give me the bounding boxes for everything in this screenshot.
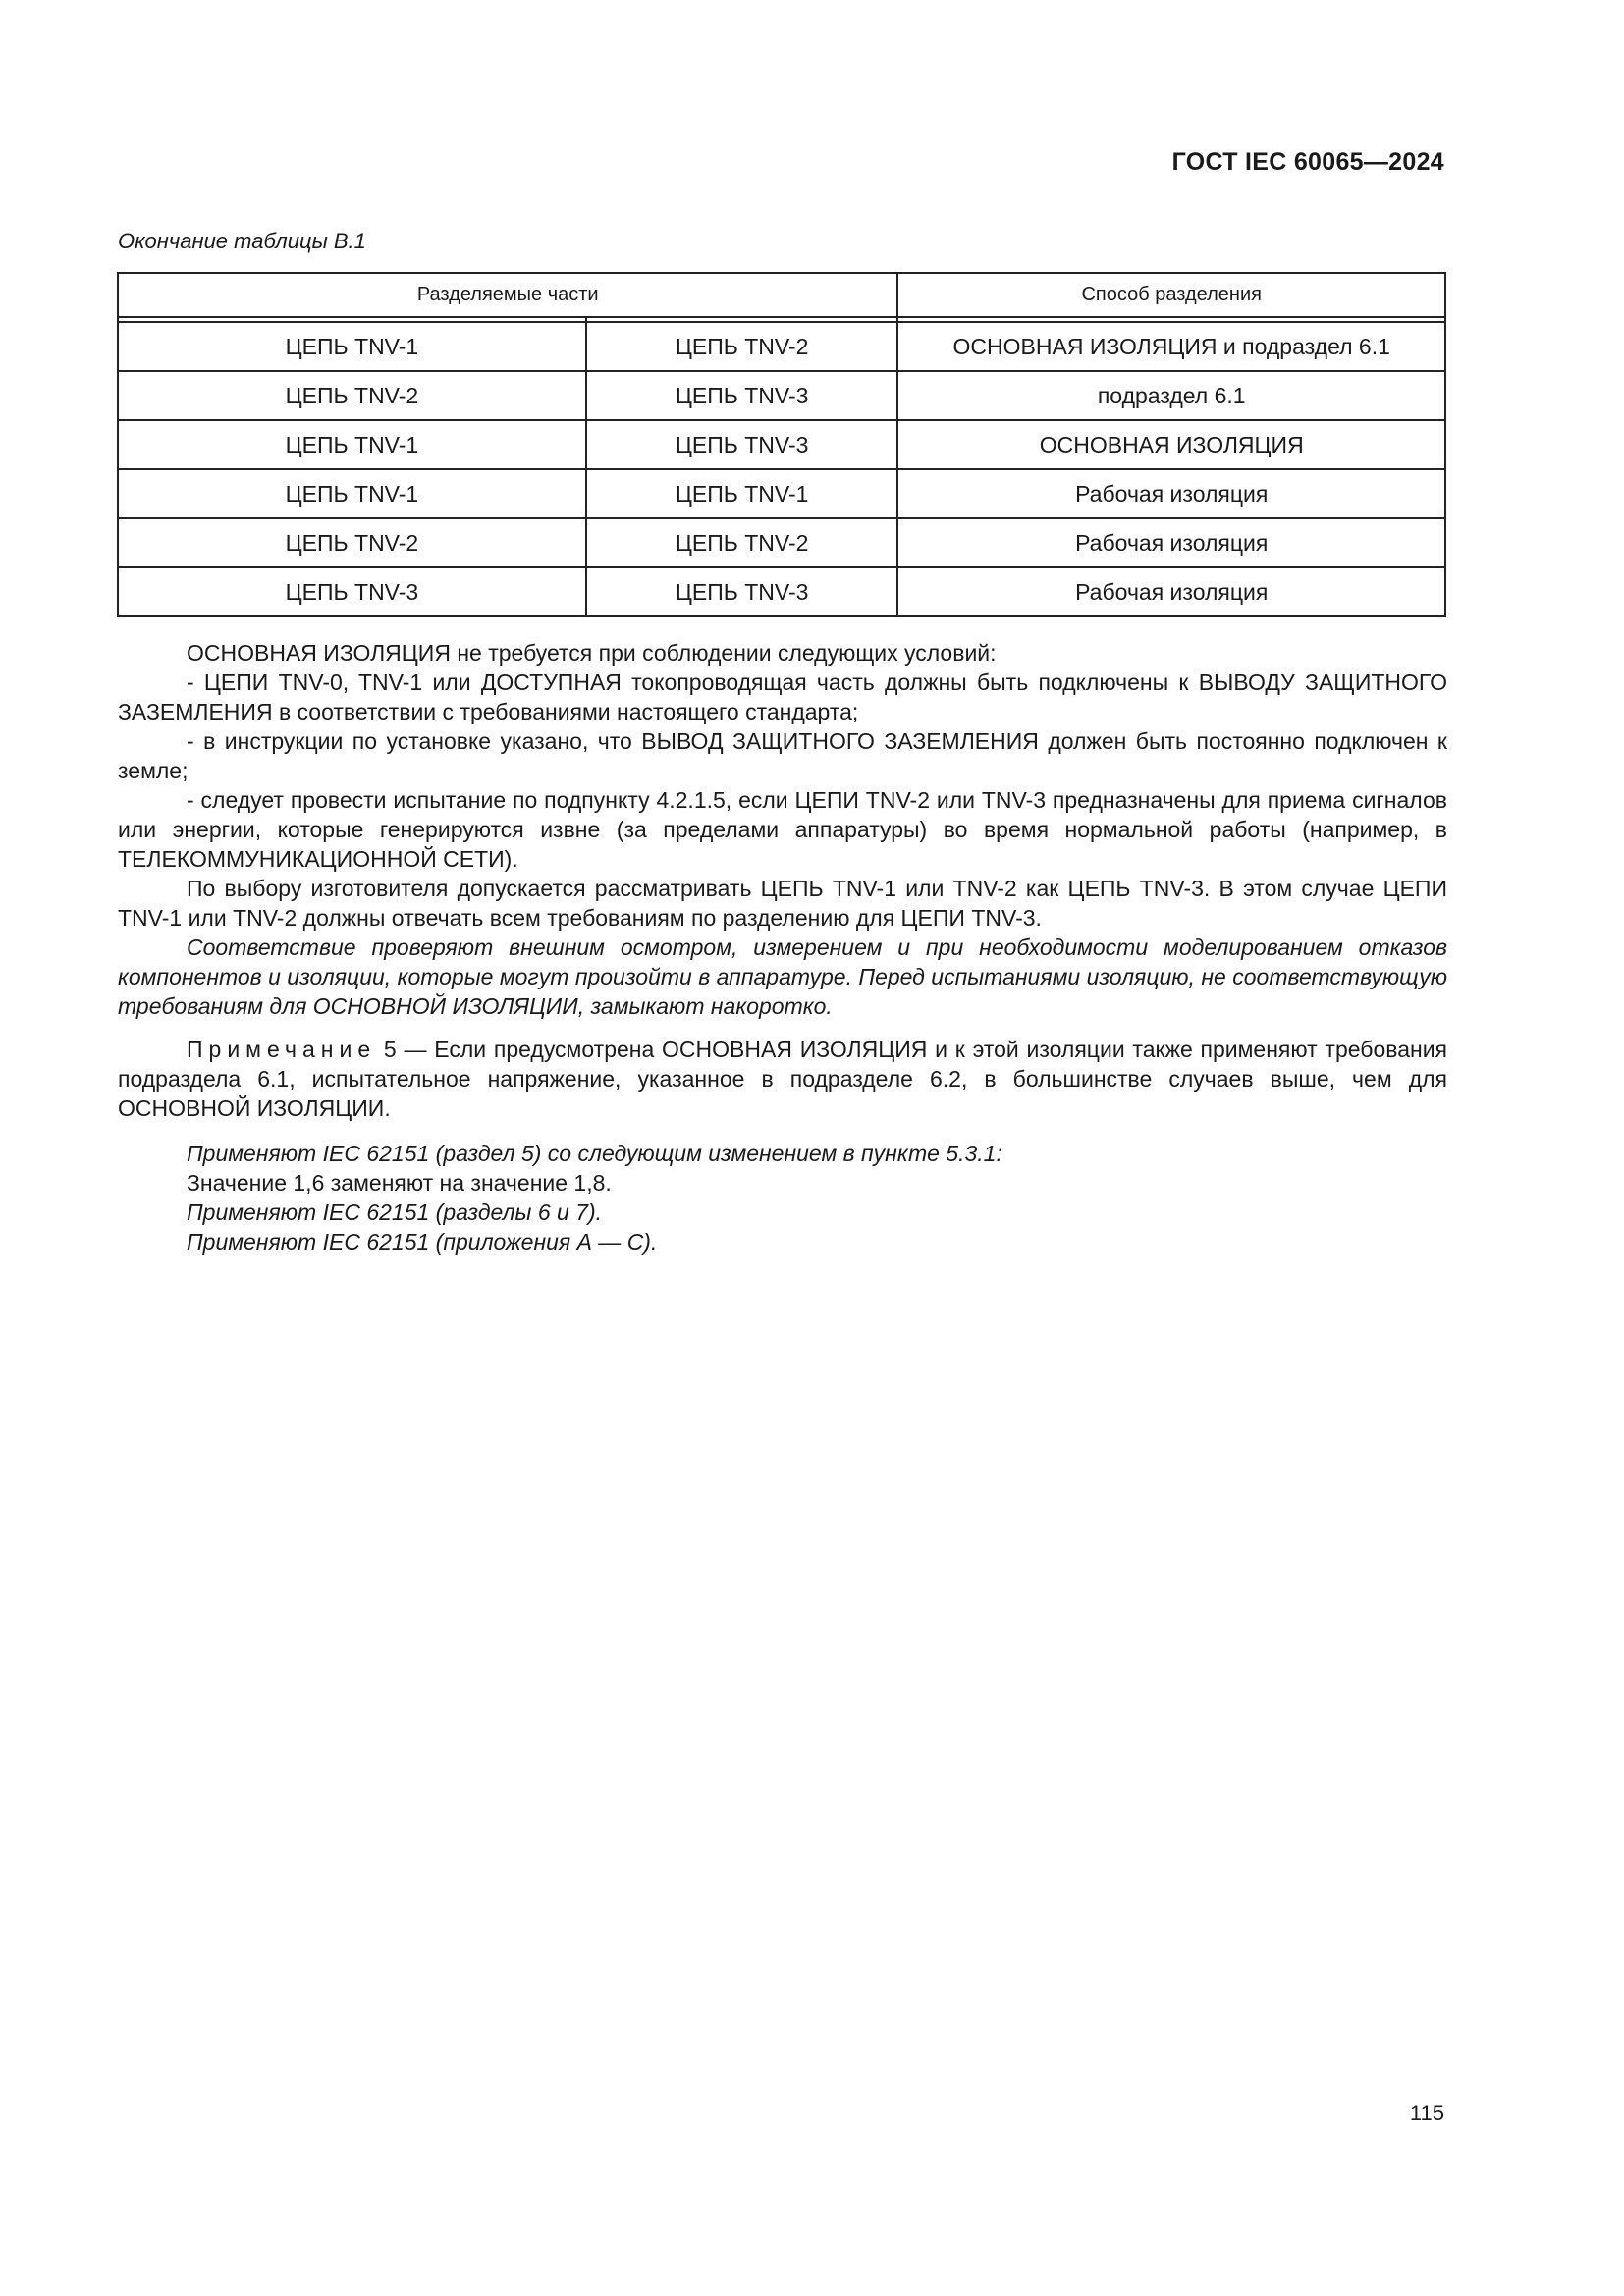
cell-part-a: ЦЕПЬ TNV-3 <box>118 567 586 616</box>
apply-line: Применяют IEC 62151 (раздел 5) со следующим изменением в пункте 5.3.1: <box>187 1141 1002 1166</box>
table-row <box>118 371 1445 420</box>
apply-line: Применяют IEC 62151 (приложения А — С). <box>187 1229 658 1255</box>
separation-table <box>117 272 1446 617</box>
table-row <box>118 322 1445 371</box>
cell-part-a: ЦЕПЬ TNV-1 <box>118 469 586 518</box>
cell-part-a: ЦЕПЬ TNV-2 <box>118 518 586 567</box>
cell-method: Рабочая изоляция <box>897 567 1445 616</box>
condition-item: - следует провести испытание по подпункту 4.2.1.5, если ЦЕПИ TNV-2 или TNV-3 предназначены для приема сигналов или энергии, которые генерируются извне (за пределами аппаратуры) во время нормальной работы (например, в ТЕЛЕКОММУНИКАЦИОННОЙ СЕТИ). <box>118 787 1447 872</box>
paragraph-basic-insulation: ОСНОВНАЯ ИЗОЛЯЦИЯ не требуется при соблюдении следующих условий: <box>187 640 997 666</box>
table-row <box>118 420 1445 469</box>
apply-line: Значение 1,6 заменяют на значение 1,8. <box>187 1170 612 1196</box>
table-caption: Окончание таблицы В.1 <box>118 229 366 253</box>
paragraph-manufacturer-option: По выбору изготовителя допускается рассматривать ЦЕПЬ TNV-1 или TNV-2 как ЦЕПЬ TNV-3. В этом случае ЦЕПИ TNV-1 или TNV-2 должны отвечать всем требованиям по разделению для ЦЕПИ TNV-3. <box>118 876 1447 931</box>
cell-part-b: ЦЕПЬ TNV-1 <box>586 469 898 518</box>
cell-part-a: ЦЕПЬ TNV-2 <box>118 371 586 420</box>
cell-method: ОСНОВНАЯ ИЗОЛЯЦИЯ <box>897 420 1445 469</box>
compliance-paragraph: Соответствие проверяют внешним осмотром, измерением и при необходимости моделированием отказов компонентов и изоляции, которые могут произойти в аппаратуре. Перед испытаниями изоляцию, не соответствующую требованиям для ОСНОВНОЙ ИЗОЛЯЦИИ, замыкают накоротко. <box>118 934 1447 1019</box>
table-row <box>118 518 1445 567</box>
note-label: Примечание <box>187 1037 377 1062</box>
cell-method: подраздел 6.1 <box>897 371 1445 420</box>
cell-method: Рабочая изоляция <box>897 469 1445 518</box>
table-row <box>118 567 1445 616</box>
column-header-parts: Разделяемые части <box>118 273 897 317</box>
cell-part-b: ЦЕПЬ TNV-2 <box>586 518 898 567</box>
table-row <box>118 469 1445 518</box>
page-number: 115 <box>1409 2101 1444 2125</box>
cell-method: ОСНОВНАЯ ИЗОЛЯЦИЯ и подраздел 6.1 <box>897 322 1445 371</box>
cell-part-b: ЦЕПЬ TNV-3 <box>586 567 898 616</box>
note-paragraph <box>118 1035 1447 1123</box>
condition-item: - в инструкции по установке указано, что ВЫВОД ЗАЩИТНОГО ЗАЗЕМЛЕНИЯ должен быть постоянно подключен к земле; <box>118 728 1447 783</box>
condition-item: - ЦЕПИ TNV-0, TNV-1 или ДОСТУПНАЯ токопроводящая часть должны быть подключены к ВЫВОДУ ЗАЩИТНОГО ЗАЗЕМЛЕНИЯ в соответствии с требованиями настоящего стандарта; <box>118 669 1447 724</box>
apply-block <box>118 1139 1447 1256</box>
column-header-method: Способ разделения <box>897 273 1445 317</box>
document-code: ГОСТ IEC 60065—2024 <box>1171 148 1444 176</box>
cell-part-b: ЦЕПЬ TNV-2 <box>586 322 898 371</box>
cell-method: Рабочая изоляция <box>897 518 1445 567</box>
cell-part-a: ЦЕПЬ TNV-1 <box>118 420 586 469</box>
cell-part-b: ЦЕПЬ TNV-3 <box>586 371 898 420</box>
table-header-row <box>118 273 1445 317</box>
cell-part-b: ЦЕПЬ TNV-3 <box>586 420 898 469</box>
cell-part-a: ЦЕПЬ TNV-1 <box>118 322 586 371</box>
note-text: 5 — Если предусмотрена ОСНОВНАЯ ИЗОЛЯЦИЯ и к этой изоляции также применяют требования подраздела 6.1, испытательное напряжение, указанное в подразделе 6.2, в большинстве случаев выше, чем для ОСНОВНОЙ ИЗОЛЯЦИИ. <box>118 1037 1447 1121</box>
body-text <box>118 638 1447 1256</box>
apply-line: Применяют IEC 62151 (разделы 6 и 7). <box>187 1200 603 1225</box>
